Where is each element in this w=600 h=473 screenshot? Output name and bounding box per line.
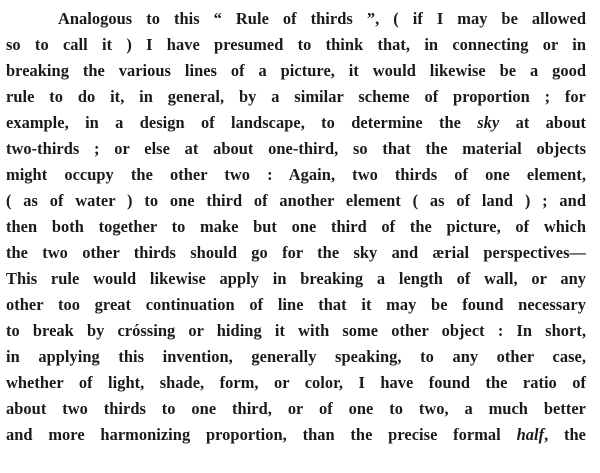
text-line-12: other too great continuation of line that it may be found necessary <box>6 295 586 314</box>
text-line-6: two-thirds ; or else at about one-third, so that the material objects <box>6 139 586 158</box>
text-line-2: so to call it ) I have presumed to think that, in connecting or in <box>6 35 586 54</box>
text-line-4: rule to do it, in general, by a similar scheme of proportion ; for <box>6 87 586 106</box>
text-line-7: might occupy the other two : Again, two thirds of one element, <box>6 165 586 184</box>
text-line-3: breaking the various lines of a picture, it would likewise be a good <box>6 61 586 80</box>
text-line-11: This rule would likewise apply in breaking a length of wall, or any <box>6 269 586 288</box>
text-line-9: then both together to make but one third of the picture, of which <box>6 217 586 236</box>
text-line-13: to break by cróssing or hiding it with some other object : In short, <box>6 321 586 340</box>
text-line-14: in applying this invention, generally speaking, to any other case, <box>6 347 586 366</box>
text-line-17: and more harmonizing proportion, than the precise formal half, the <box>6 425 587 444</box>
text-line-5: example, in a design of landscape, to determine the sky at about <box>6 113 586 132</box>
text-line-15: whether of light, shade, form, or color, I have found the ratio of <box>6 373 586 392</box>
italic-word-half: half <box>516 425 545 444</box>
text-line-1: Analogous to this “ Rule of thirds ”, ( if I may be allowed <box>58 9 586 28</box>
text-line-8: ( as of water ) to one third of another element ( as of land ) ; and <box>6 191 586 210</box>
text-line-10: the two other thirds should go for the sky and ærial perspectives— <box>6 243 586 262</box>
text-line-16: about two thirds to one third, or of one to two, a much better <box>6 399 586 418</box>
italic-word-sky: sky <box>477 113 500 132</box>
